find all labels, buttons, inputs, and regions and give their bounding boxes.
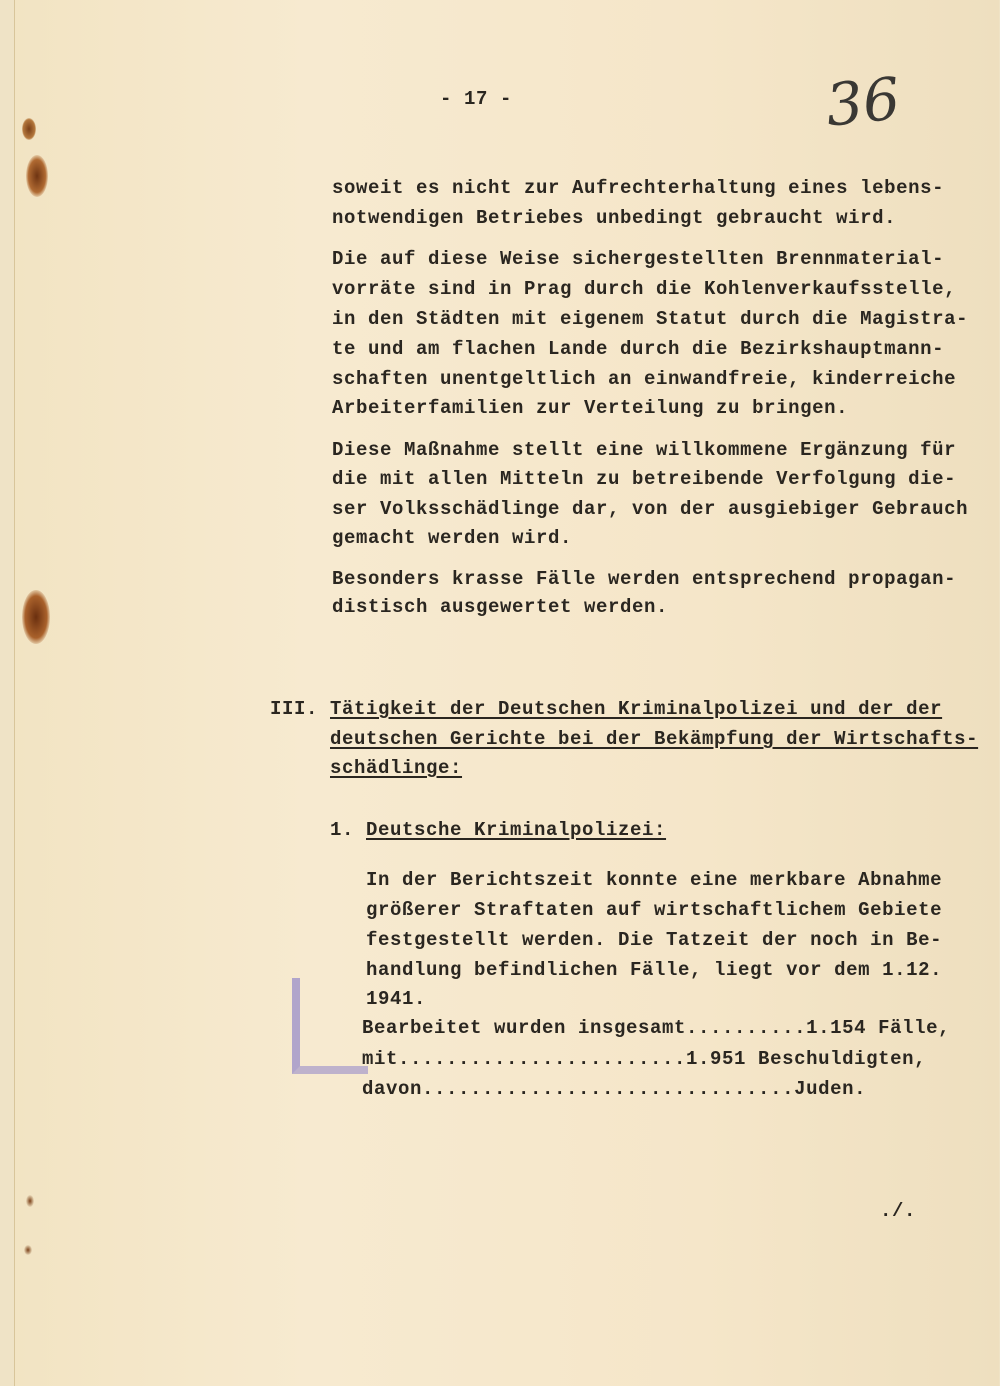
- paragraph-line: soweit es nicht zur Aufrechterhaltung eines lebens-: [332, 177, 945, 199]
- subsection-heading: Deutsche Kriminalpolizei:: [366, 819, 667, 841]
- body-line: 1941.: [366, 988, 427, 1010]
- body-line: handlung befindlichen Fälle, liegt vor dem 1.12.: [366, 959, 943, 981]
- stats-line: davon...............................Juden.: [362, 1078, 867, 1100]
- body-line: festgestellt werden. Die Tatzeit der noch in Be-: [366, 929, 943, 951]
- paragraph-line: Diese Maßnahme stellt eine willkommene Ergänzung für: [332, 439, 957, 461]
- paragraph-line: te und am flachen Lande durch die Bezirkshauptmann-: [332, 338, 945, 360]
- paragraph-line: in den Städten mit eigenem Statut durch die Magistra-: [332, 308, 969, 330]
- paragraph-line: Besonders krasse Fälle werden entsprechend propagan-: [332, 568, 957, 590]
- subsection-number: 1.: [330, 819, 355, 841]
- paragraph-line: ser Volksschädlinge dar, von der ausgiebiger Gebrauch: [332, 498, 969, 520]
- rust-stain: [26, 155, 48, 197]
- paragraph-line: vorräte sind in Prag durch die Kohlenverkaufsstelle,: [332, 278, 957, 300]
- paragraph-line: Arbeiterfamilien zur Verteilung zu bringen.: [332, 397, 849, 419]
- paragraph-line: schaften unentgeltlich an einwandfreie, kinderreiche: [332, 368, 957, 390]
- paragraph-line: gemacht werden wird.: [332, 527, 573, 549]
- paragraph-line: distisch ausgewertet werden.: [332, 596, 669, 618]
- paragraph-line: die mit allen Mitteln zu betreibende Verfolgung die-: [332, 468, 957, 490]
- handwritten-archive-number: 36: [822, 64, 904, 140]
- section-numeral: III.: [270, 698, 319, 720]
- stamp-mark: [292, 978, 368, 1074]
- section-heading-line: deutschen Gerichte bei der Bekämpfung der Wirtschafts-: [330, 728, 979, 750]
- paragraph-line: Die auf diese Weise sichergestellten Brennmaterial-: [332, 248, 945, 270]
- stats-line: mit........................1.951 Beschuldigten,: [362, 1048, 927, 1070]
- continuation-mark: ./.: [880, 1200, 917, 1222]
- rust-stain: [24, 1245, 32, 1255]
- body-line: In der Berichtszeit konnte eine merkbare Abnahme: [366, 869, 943, 891]
- page-number: - 17 -: [440, 88, 513, 110]
- rust-stain: [22, 590, 50, 644]
- section-heading-line: Tätigkeit der Deutschen Kriminalpolizei und der der: [330, 698, 943, 720]
- stats-line: Bearbeitet wurden insgesamt..........1.154 Fälle,: [362, 1017, 951, 1039]
- body-line: größerer Straftaten auf wirtschaftlichem Gebiete: [366, 899, 943, 921]
- paragraph-line: notwendigen Betriebes unbedingt gebraucht wird.: [332, 207, 897, 229]
- rust-stain: [22, 118, 36, 140]
- section-heading-line: schädlinge:: [330, 757, 463, 779]
- rust-stain: [26, 1195, 34, 1207]
